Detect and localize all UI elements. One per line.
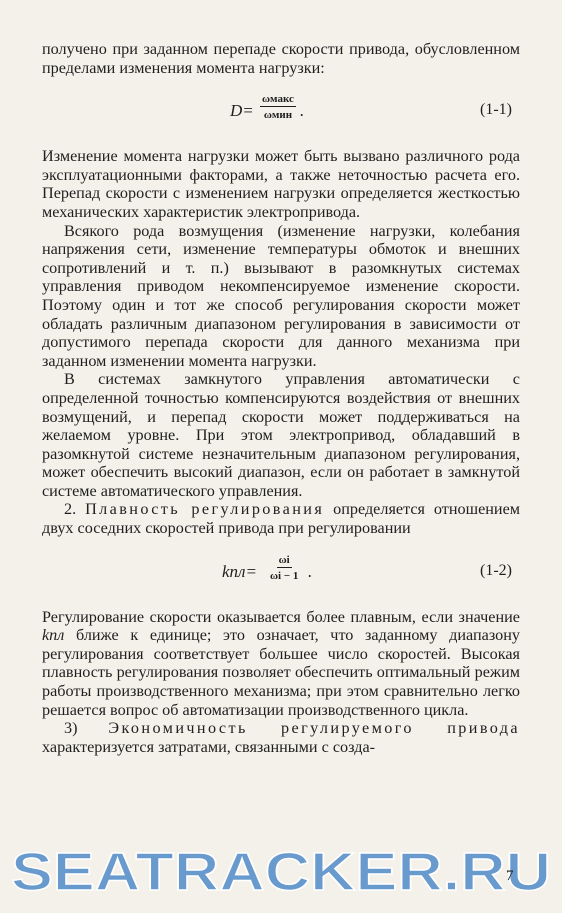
term-economy: Экономичность регулируемого привода — [108, 719, 521, 738]
formula-1-2-numerator: ωi — [278, 553, 290, 566]
page-number: 7 — [506, 868, 514, 884]
formula-1-2-tail: . — [308, 561, 313, 581]
formula-1-1-numerator: ωмакс — [262, 93, 294, 106]
formula-1-2-fraction — [268, 552, 300, 582]
formula-1-1-lhs: D= — [230, 101, 254, 121]
formula-1-2-denominator: ωi − 1 — [270, 569, 299, 582]
book-page — [42, 40, 520, 756]
formula-1-1-fraction — [260, 91, 296, 121]
item-number: 3) — [64, 719, 78, 738]
watermark-logo — [0, 838, 562, 908]
paragraph-load-change: Изменение момента нагрузки может быть вызвано различного рода эксплуатационными факторами, а также неточностью расчета его. Перепад скорости с изменением нагрузки определяется жесткостью механических характеристик электропривода. — [42, 147, 520, 221]
formula-1-2-number: (1-2) — [480, 561, 512, 579]
item-number: 2. — [64, 500, 77, 519]
paragraph-smoothness — [42, 500, 520, 537]
formula-1-2 — [42, 552, 520, 596]
economy-definition: характеризуется затратами, связанными с созда- — [42, 737, 376, 756]
term-smoothness: Плавность регулирования — [85, 500, 325, 519]
text-part-a: Регулирование скорости оказывается более плавным, если значение — [42, 607, 520, 626]
formula-1-1 — [42, 91, 520, 135]
formula-1-1-tail: . — [300, 101, 305, 121]
smoothness-definition: определяется отношением двух соседних скоростей привода при регулировании — [42, 500, 521, 538]
paragraph-smoothness-explained — [42, 608, 520, 720]
formula-1-1-number: (1-1) — [480, 101, 512, 119]
paragraph-intro: получено при заданном перепаде скорости привода, обусловленном пределами изменения момента нагрузки: — [42, 40, 520, 77]
text-part-b: ближе к единице; это означает, что заданному диапазону регулирования соответствует большее число скоростей. Высокая плавность регулирования позволяет обеспечить оптимальный режим работы производственного механизма; при этом сравнительно легко решается вопрос об автоматизации производственного цикла. — [42, 626, 520, 719]
watermark-graphic — [0, 838, 562, 908]
watermark-text: SEATRACKER.RU — [11, 842, 551, 902]
symbol-k-pl: kпл — [42, 626, 65, 645]
paragraph-economy — [42, 719, 520, 756]
formula-1-1-denominator: ωмин — [263, 109, 293, 122]
paragraph-disturbances: Всякого рода возмущения (изменение нагрузки, колебания напряжения сети, изменение температуры обмоток и внешних сопротивлений и т. п.) вызывают в разомкнутых системах управления приводом некомпенсируемое изменение скорости. Поэтому один и тот же способ регулирования скорости может обладать различным диапазоном регулирования в зависимости от допустимого перепада скорости для данного механизма при заданном изменении момента нагрузки. — [42, 221, 520, 370]
formula-1-2-lhs: kпл= — [222, 561, 257, 581]
paragraph-closed-loop: В системах замкнутого управления автоматически с определенной точностью компенсируются воздействия от внешних возмущений, и перепад скорости может поддерживаться на желаемом уровне. При этом электропривод, обладавший в разомкнутой системе незначительным диапазоном регулирования, может обеспечить высокий диапазон, если он работает в замкнутой системе автоматического управления. — [42, 370, 520, 500]
